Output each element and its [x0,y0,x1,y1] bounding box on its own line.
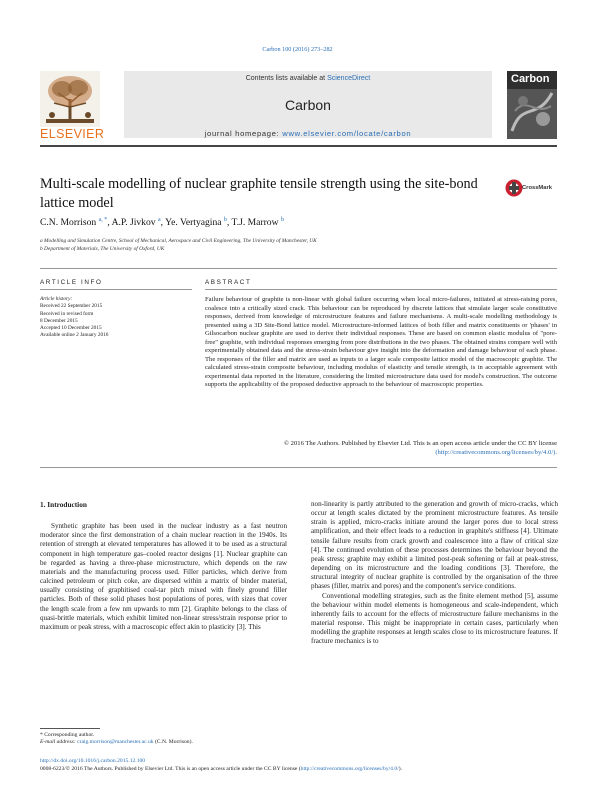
article-history [40,296,192,340]
history-item: 8 December 2015 [40,317,78,324]
contents-prefix: Contents lists available at [245,75,328,82]
license-link[interactable]: (http://creativecommons.org/licenses/by/4.0/). [435,448,557,456]
affiliation-a: a Modelling and Simulation Centre, School of Mechanical, Aerospace and Civil Engineering, The University of Manchester, UK [40,238,317,244]
footnote-divider [40,728,100,729]
journal-homepage [124,129,492,138]
history-item: Available online 2 January 2016 [40,332,109,339]
crossmark-label: CrossMark [522,185,552,191]
footnote [40,732,290,746]
section-divider [40,268,557,269]
author-affil-mark[interactable]: a [157,217,161,223]
article-title: Multi-scale modelling of nuclear graphite tensile strength using the site-bond lattice model [40,176,478,211]
body-paragraph: non-linearity is partly attributed to the generation and growth of micro-cracks, which occur at length scales dictated by the prominent microstructure features. As tensile strain is applied, micro-cracks initiate around the larger pores due to local stress amplification, and their effect leads to a reduction in graphite's stiffness [4]. Ultimate tensile failure results from crack growth and coalescence into a flaw of critical size [4]. The continued evolution of these processes determines the behaviour beyond the peak stress; graphite may exhibit a limited post-peak softening or fail at peak-stress, depending on its microstructure and the loading conditions [3]. Therefore, the structural integrity of nuclear graphite is controlled by the organisation of the three phases (filler, matrix and pores) and the component's service conditions. [311,500,558,591]
cover-title: Carbon [511,73,550,85]
section-heading-introduction: 1. Introduction [40,500,87,509]
body-paragraph: Conventional modelling strategies, such as the finite element method [5], assume the behaviour within model elements is homogeneous and scale-independent, which inherently fails to account for the effects of microstructure failure mechanisms in the material response. This might be inappropriate in certain cases, particularly when modelling the graphite responses at length scales close to its microstructure features. If fracture mechanics is to [311,591,558,646]
history-item: Received in revised form [40,310,94,317]
email-suffix: (C.N. Morrison). [153,739,193,746]
author-name[interactable]: C.N. Morrison [40,217,97,229]
contents-line [124,75,492,82]
issn-line [40,766,560,772]
email-label: E-mail address: [40,739,78,746]
article-info-heading: ARTICLE INFO [40,279,103,286]
abstract-heading: ABSTRACT [205,279,252,286]
issn-license-link[interactable]: http://creativecommons.org/licenses/by/4.0/ [300,766,399,772]
abstract-divider [205,289,557,290]
homepage-label: journal homepage: [204,129,283,138]
header-divider [40,145,557,147]
body-paragraph: Synthetic graphite has been used in the nuclear industry as a fast neutron moderator since the first demonstration of a chain nuclear reaction in the 1940s. Its retention of strength at elevated temperatures has allowed it to be used as a structural component in high temperature gas–cooled reactor designs [1]. Nuclear graphite can be regarded as having a three-phase microstructure, which depends on the raw materials and the manufacturing process used. Filler particles, which derive from calcined petroleum or pitch coke, are dispersed within a matrix of binder material, usually consisting of graphitised coal-tar pitch mixed with finely ground filler particles. Both of these solid phases host populations of pores, with sizes that cover the length scale from a few nm upwards to mm [2]. Graphite belongs to the class of quasi-brittle materials, which exhibit limited non-linear stress/strain response prior to maximum or peak stress, with a macroscopic effect akin to plasticity [3]. This [40,522,287,631]
homepage-link[interactable]: www.elsevier.com/locate/carbon [282,129,412,138]
author-name[interactable]: Ye. Vertyagina [165,217,222,229]
publisher-name: ELSEVIER [40,127,105,141]
affiliation-b: b Department of Materials, The University of Oxford, UK [40,246,165,252]
history-item: Accepted 10 December 2015 [40,325,102,332]
issn-text: 0008-6223/© 2016 The Authors. Published by Elsevier Ltd. This is an open access article under the CC BY license ( [40,766,301,772]
history-heading: Article history: [40,296,73,302]
author-name[interactable]: T.J. Marrow [231,217,279,229]
abstract-bottom-divider [40,467,557,468]
license-statement [205,440,557,457]
body-column-left [40,500,287,632]
doi-link[interactable]: http://dx.doi.org/10.1016/j.carbon.2015.12.100 [40,758,146,764]
author-affil-mark[interactable]: b [280,217,284,223]
issn-end: ). [398,766,402,772]
body-column-right [311,500,558,647]
author-affil-mark[interactable]: b [223,217,227,223]
sciencedirect-link[interactable]: ScienceDirect [327,75,371,82]
author-affil-mark[interactable]: a, * [98,217,108,223]
abstract-text: Failure behaviour of graphite is non-linear with global failure occurring when local micro-failures, initiated at stress-raising pores, coalesce into a critically sized crack. This behaviour can be reproduced by discrete lattices that simulate larger scale constitutive responses, derived from knowledge of microstructure features and failure mechanisms. A multi-scale modelling methodology is presented using a 3D Site-Bond lattice model. Microstructure-informed lattices of both filler and matrix constituents or 'phases' in Gilsocarbon nuclear graphite are used to derive their individual responses. These are based on common elastic modulus of "pore-free" graphite, with individual responses emerging from pore distributions in the two phases. The obtained strains compare well with experimentally obtained data and the stress-strain behaviour give insight into the deformation and damage behaviour of each phase. The responses of the filler and matrix are used as inputs to a larger scale composite lattice model of the macroscopic graphite. The calculated stress-strain composite behaviour, including modulus of elasticity and tensile strength, is in acceptable agreement with experimental data reported in the literature, considering the limited microstructure data used for model's construction. The outcome supports the applicability of the proposed deductive approach to the behaviour of macroscopic properties. [205,296,557,388]
author-list: C.N. Morrison $^{a, *}$, A.P. Jivkov $^a$, Ye. Vertyagina $^b$, T.J. Marrow $^b$ [40,217,284,229]
info-divider [40,289,192,290]
crossmark-icon [505,178,523,198]
history-item: Received 22 September 2015 [40,303,103,310]
journal-title: Carbon [285,97,331,113]
corresponding-author-note: * Corresponding author. [40,732,95,738]
journal-citation[interactable]: Carbon 100 (2016) 273–282 [262,46,333,53]
email-link[interactable]: craig.morrison@manchester.ac.uk [77,739,154,746]
author-name[interactable]: A.P. Jivkov [111,217,156,229]
license-text: © 2016 The Authors. Published by Elsevier Ltd. This is an open access article under the CC BY license [284,440,557,447]
